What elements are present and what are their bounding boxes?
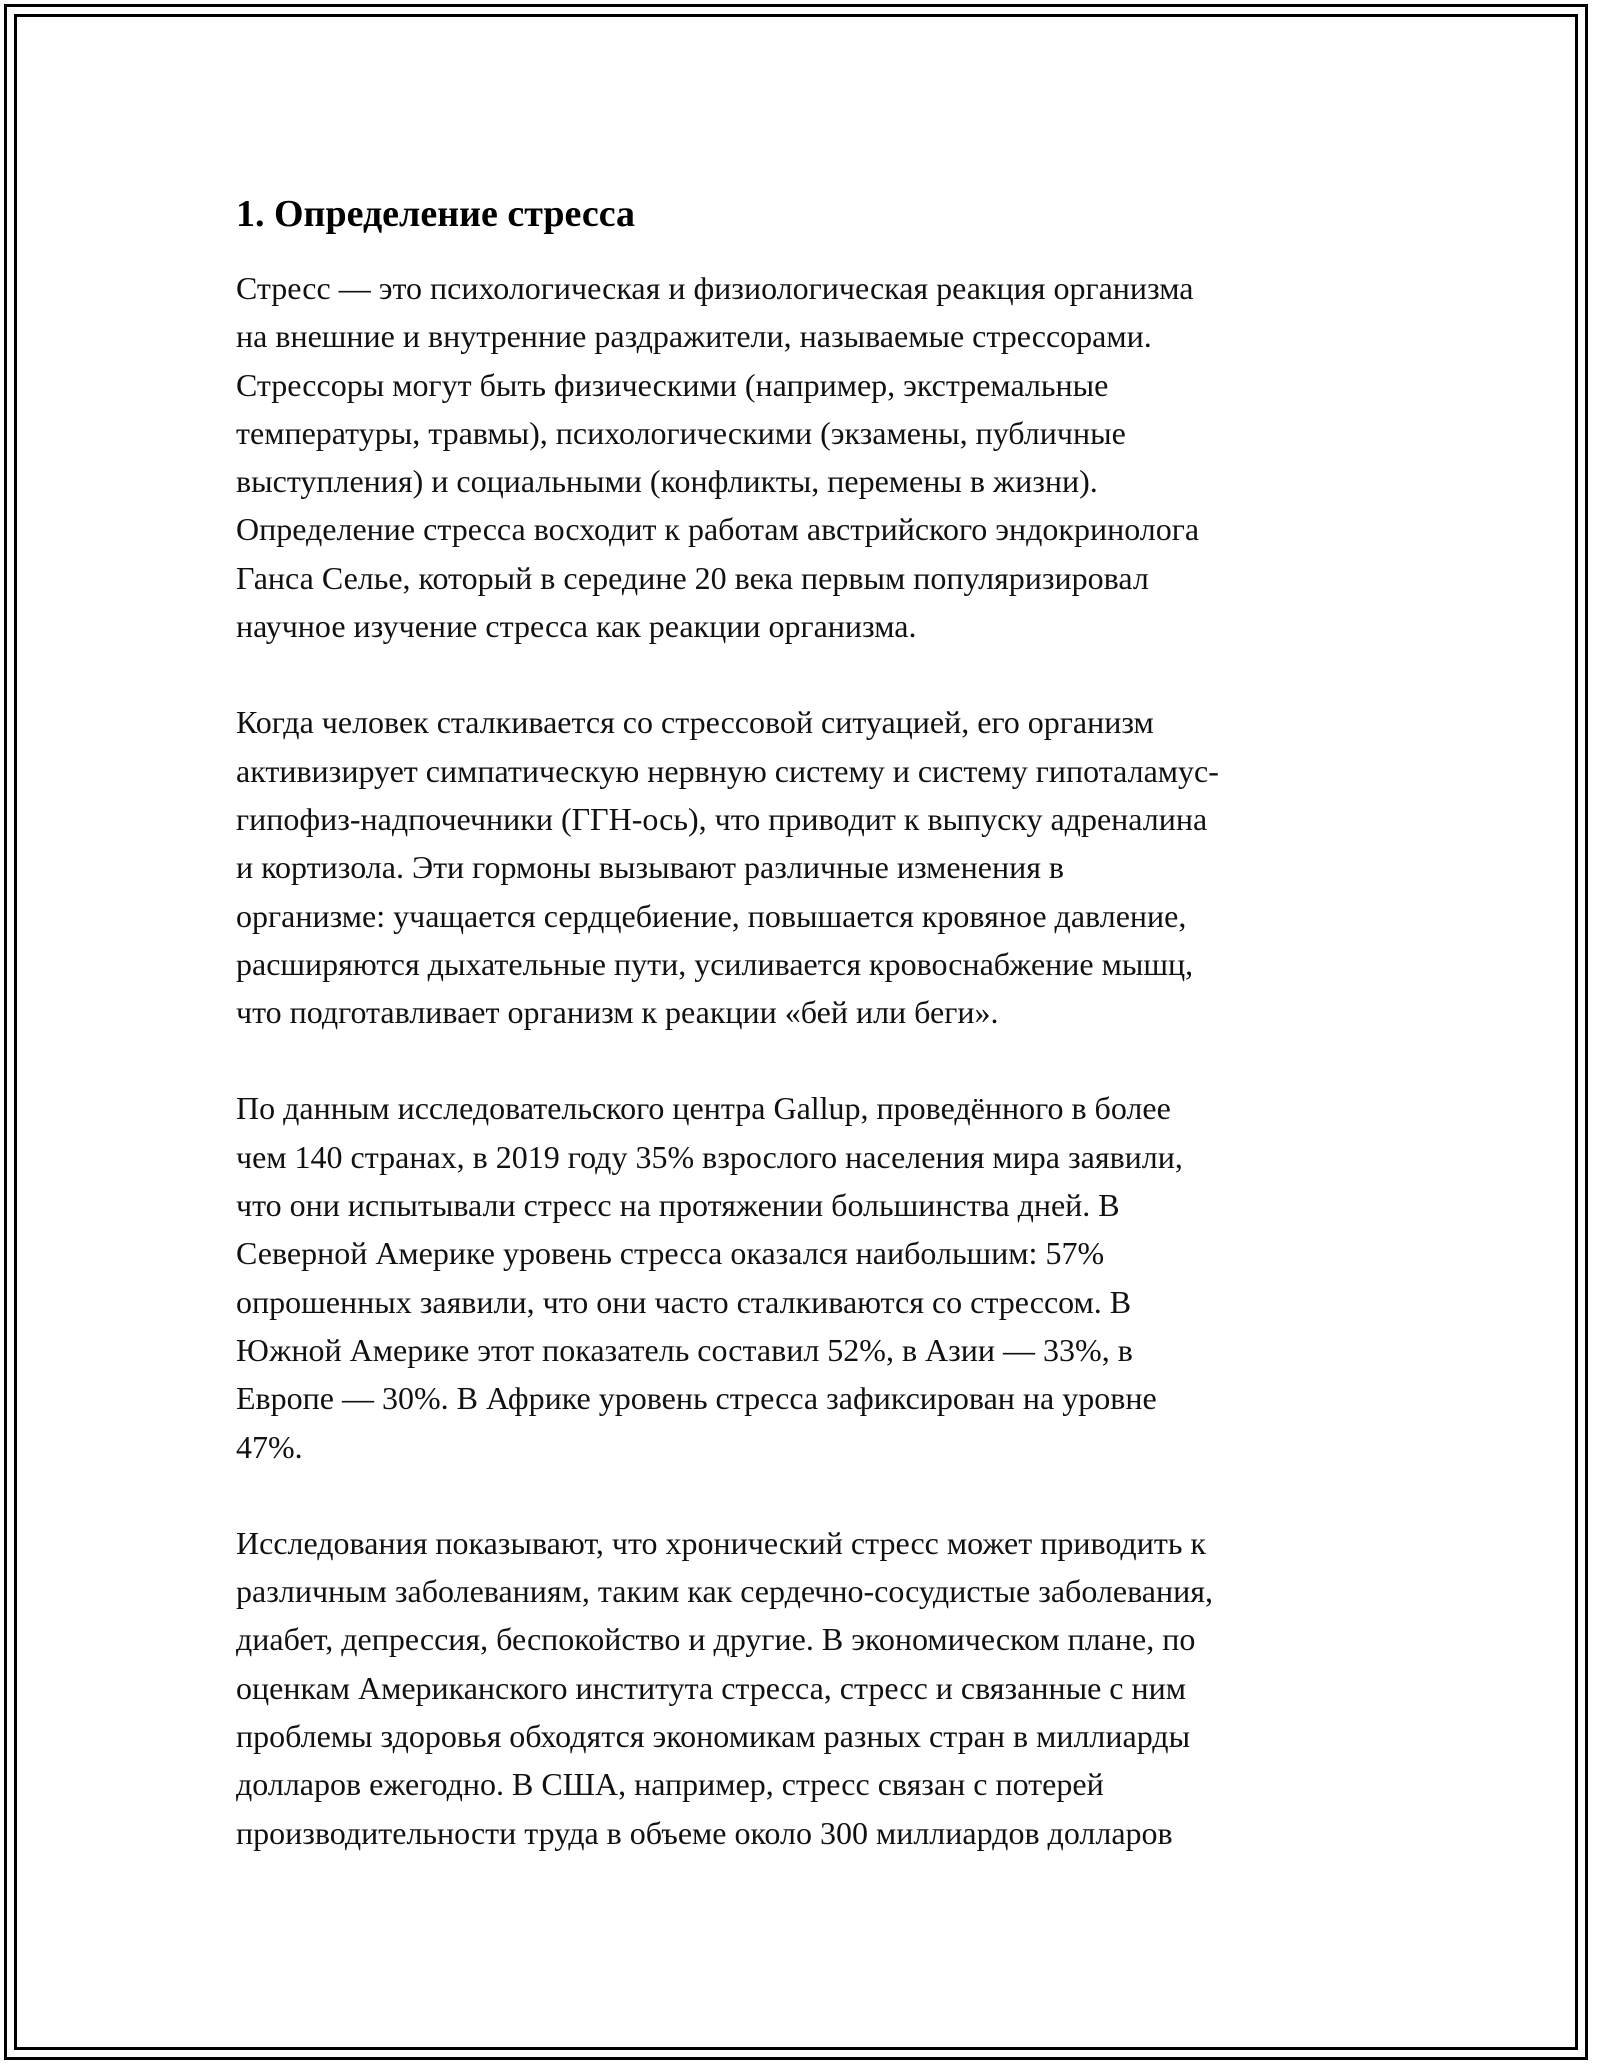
paragraph-line: Северной Америке уровень стресса оказался наибольшим: 57% (236, 1235, 1105, 1272)
paragraph-line: 47%. (236, 1428, 303, 1465)
paragraph-line: температуры, травмы), психологическими (экзамены, публичные (236, 414, 1126, 451)
paragraph-line: производительности труда в объеме около 300 миллиардов долларов (236, 1814, 1173, 1851)
paragraph-line: на внешние и внутренние раздражители, называемые стрессорами. (236, 318, 1152, 355)
paragraph-line: организме: учащается сердцебиение, повышается кровяное давление, (236, 897, 1187, 934)
document-body (236, 186, 1386, 1905)
paragraph-line: расширяются дыхательные пути, усиливается кровоснабжение мышц, (236, 945, 1194, 982)
paragraph-line: По данным исследовательского центра Gallup, проведённого в более (236, 1090, 1171, 1127)
paragraph-line: диабет, депрессия, беспокойство и другие. В экономическом плане, по (236, 1621, 1196, 1658)
paragraph-line: активизирует симпатическую нервную систему и систему гипоталамус- (236, 752, 1219, 789)
paragraph-list (236, 264, 1386, 1857)
paragraph-1 (236, 264, 1386, 650)
paragraph-line: и кортизола. Эти гормоны вызывают различные изменения в (236, 849, 1065, 886)
paragraph-line: выступления) и социальными (конфликты, перемены в жизни). (236, 463, 1098, 500)
paragraph-line: Стресс — это психологическая и физиологическая реакция организма (236, 270, 1194, 306)
paragraph-2 (236, 698, 1386, 1036)
paragraph-line: гипофиз-надпочечники (ГГН-ось), что приводит к выпуску адреналина (236, 800, 1208, 837)
paragraph-line: Ганса Селье, который в середине 20 века первым популяризировал (236, 559, 1149, 596)
paragraph-4 (236, 1519, 1386, 1857)
paragraph-line: чем 140 странах, в 2019 году 35% взрослого населения мира заявили, (236, 1138, 1183, 1175)
paragraph-line: научное изучение стресса как реакции организма. (236, 608, 917, 645)
paragraph-line: Стрессоры могут быть физическими (например, экстремальные (236, 366, 1109, 403)
paragraph-line: Южной Америке этот показатель составил 52%, в Азии — 33%, в (236, 1331, 1133, 1368)
paragraph-line: долларов ежегодно. В США, например, стресс связан с потерей (236, 1766, 1104, 1803)
paragraph-line: опрошенных заявили, что они часто сталкиваются со стрессом. В (236, 1283, 1132, 1320)
paragraph-line: проблемы здоровья обходятся экономикам разных стран в миллиарды (236, 1718, 1191, 1755)
paragraph-line: различным заболеваниям, таким как сердечно-сосудистые заболевания, (236, 1573, 1213, 1610)
paragraph-line: оценкам Американского института стресса, стресс и связанные с ним (236, 1669, 1186, 1706)
paragraph-line: Исследования показывают, что хронический стресс может приводить к (236, 1524, 1206, 1561)
paragraph-line: что они испытывали стресс на протяжении большинства дней. В (236, 1187, 1120, 1224)
section-heading: 1. Определение стресса (236, 193, 636, 235)
paragraph-line: Определение стресса восходит к работам австрийского эндокринолога (236, 511, 1200, 548)
paragraph-3 (236, 1084, 1386, 1470)
paragraph-line: Когда человек сталкивается со стрессовой ситуацией, его организм (236, 704, 1154, 741)
paragraph-line: что подготавливает организм к реакции «бей или беги». (236, 994, 999, 1031)
paragraph-line: Европе — 30%. В Африке уровень стресса зафиксирован на уровне (236, 1380, 1157, 1417)
